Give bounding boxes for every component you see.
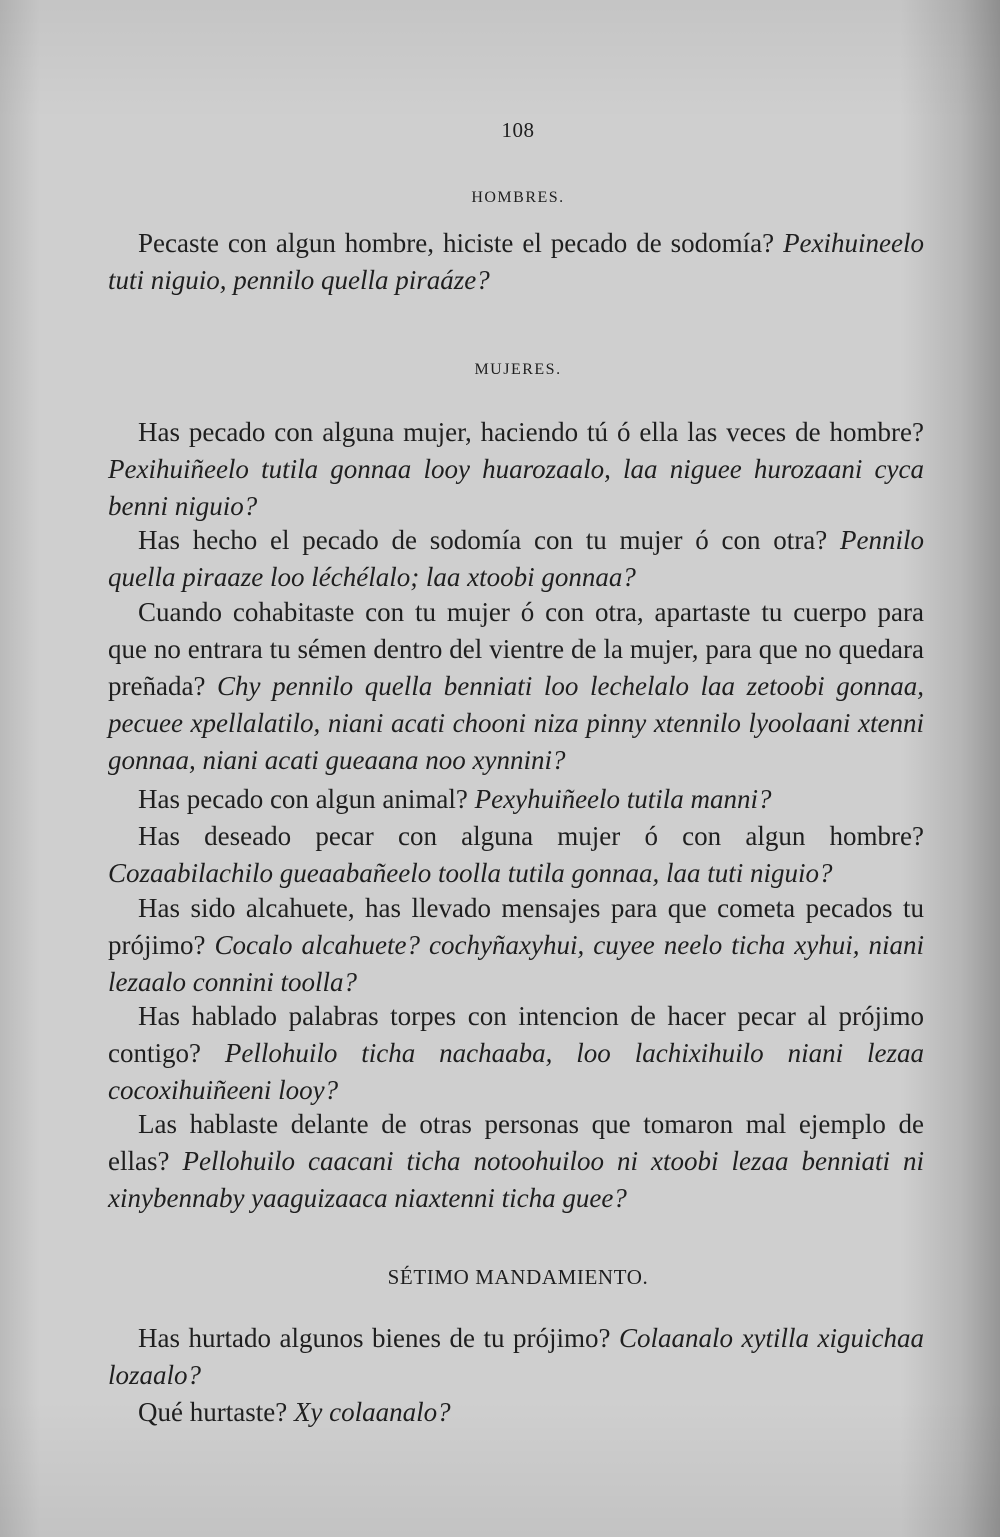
spanish-question: Has pecado con algun animal? (138, 784, 468, 814)
zapotec-translation: Xy colaanalo? (293, 1397, 451, 1427)
section-heading-hombres: HOMBRES. (471, 189, 565, 206)
zapotec-translation: Chy pennilo quella benniati loo lechelalo laa zetoobi gonnaa, pecuee xpellalatilo, niani acati chooni niza pinny xtennilo lyoolaani xtenni gonnaa, niani acati gueaana noo xynnini? (108, 671, 924, 775)
zapotec-translation: Colaanalo xytilla xiguichaa lozaalo? (108, 1323, 924, 1390)
entry-paragraph (108, 1320, 924, 1394)
section-heading-mujeres: MUJERES. (474, 361, 562, 378)
entry-paragraph (108, 818, 924, 892)
entry-paragraph (108, 998, 924, 1109)
spanish-question: Pecaste con algun hombre, hiciste el pecado de sodomía? (138, 228, 775, 258)
entry-paragraph (108, 225, 924, 299)
zapotec-translation: Cozaabilachilo gueaabañeelo toolla tutila gonnaa, laa tuti niguio? (108, 858, 833, 888)
entry-paragraph (108, 1394, 924, 1431)
zapotec-translation: Pexihuineelo tuti niguio, pennilo quella piraáze? (108, 228, 924, 295)
entry-paragraph (108, 1106, 924, 1217)
spanish-question: Has hablado palabras torpes con intencion de hacer pecar al prójimo contigo? (108, 1001, 924, 1068)
spanish-question: Cuando cohabitaste con tu mujer ó con otra, apartaste tu cuerpo para que no entrara tu sémen dentro del vientre de la mujer, para que no quedara preñada? (108, 597, 924, 701)
entry-paragraph (108, 890, 924, 1001)
zapotec-translation: Pennilo quella piraaze loo léchélalo; laa xtoobi gonnaa? (108, 525, 925, 592)
page-number: 108 (501, 118, 535, 142)
zapotec-translation: Pexyhuiñeelo tutila manni? (474, 784, 772, 814)
spanish-question: Has deseado pecar con alguna mujer ó con algun hombre? (138, 821, 924, 851)
spanish-question: Has hecho el pecado de sodomía con tu mujer ó con otra? (138, 525, 828, 555)
zapotec-translation: Pellohuilo ticha nachaaba, loo lachixihuilo niani lezaa cocoxihuiñeeni looy? (108, 1038, 924, 1105)
spanish-question: Has sido alcahuete, has llevado mensajes para que cometa pecados tu prójimo? (108, 893, 924, 960)
zapotec-translation: Cocalo alcahuete? cochyñaxyhui, cuyee neelo ticha xyhui, niani lezaalo connini toolla? (108, 930, 925, 997)
entry-paragraph (108, 414, 924, 525)
section-heading-setimo-mandamiento: SÉTIMO MANDAMIENTO. (387, 1265, 649, 1289)
spanish-question: Has pecado con alguna mujer, haciendo tú ó ella las veces de hombre? (138, 417, 924, 447)
spanish-question: Has hurtado algunos bienes de tu prójimo? (138, 1323, 611, 1353)
entry-paragraph (108, 522, 924, 596)
zapotec-translation: Pellohuilo caacani ticha notoohuiloo ni xtoobi lezaa benniati ni xinybennaby yaaguizaaca niaxtenni ticha guee? (108, 1146, 924, 1213)
entry-paragraph (108, 781, 924, 818)
spanish-question: Las hablaste delante de otras personas que tomaron mal ejemplo de ellas? (108, 1109, 924, 1176)
spanish-question: Qué hurtaste? (138, 1397, 288, 1427)
zapotec-translation: Pexihuiñeelo tutila gonnaa looy huarozaalo, laa niguee hurozaani cyca benni niguio? (108, 454, 924, 521)
entry-paragraph (108, 594, 924, 779)
